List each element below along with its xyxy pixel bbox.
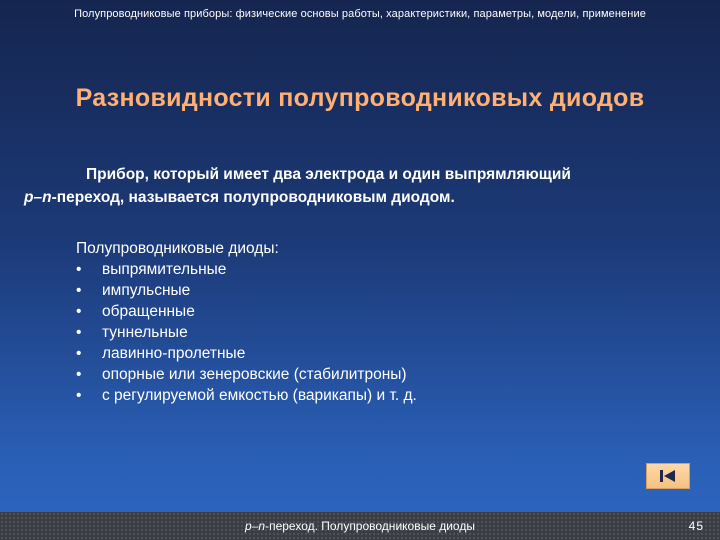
diode-types-label: Полупроводниковые диоды: — [76, 240, 279, 257]
list-item-text: обращенные — [102, 303, 195, 320]
diode-types-list — [76, 259, 676, 406]
list-item — [76, 322, 676, 343]
list-item — [76, 259, 676, 280]
definition-line-2-text: -переход, называется полупроводниковым диодом. — [51, 189, 455, 206]
list-item — [76, 385, 676, 406]
list-item-text: лавинно-пролетные — [102, 345, 246, 362]
page-number: 45 — [688, 519, 704, 533]
bullet: • — [76, 282, 82, 299]
footer-caption — [0, 519, 720, 533]
footer-pn-term: p–n — [245, 519, 266, 533]
list-item-text: выпрямительные — [102, 261, 227, 278]
definition-line-2 — [24, 186, 704, 209]
list-item-text: туннельные — [102, 324, 188, 341]
pn-junction-term: p–n — [24, 189, 52, 206]
bullet: • — [76, 366, 82, 383]
footer-caption-text: -переход. Полупроводниковые диоды — [265, 519, 475, 533]
list-item-text: опорные или зенеровские (стабилитроны) — [102, 366, 407, 383]
definition-line-1-text: Прибор, который имеет два электрода и один выпрямляющий — [86, 166, 571, 183]
diode-types — [76, 238, 676, 406]
definition-text — [24, 163, 704, 209]
bullet: • — [76, 303, 82, 320]
list-item-text: с регулируемой емкостью (варикапы) и т. д. — [102, 387, 417, 404]
skip-to-start-icon — [659, 469, 677, 483]
slide-title: Разновидности полупроводниковых диодов — [75, 84, 645, 112]
slide-footer — [0, 512, 720, 540]
list-item — [76, 364, 676, 385]
bullet: • — [76, 261, 82, 278]
bullet: • — [76, 345, 82, 362]
bullet: • — [76, 324, 82, 341]
definition-line-1 — [24, 163, 704, 186]
slide-header: Полупроводниковые приборы: физические основы работы, характеристики, параметры, модели, применение — [74, 8, 646, 20]
list-item — [76, 343, 676, 364]
list-item — [76, 280, 676, 301]
back-to-start-button[interactable] — [646, 463, 690, 489]
bullet: • — [76, 387, 82, 404]
list-item-text: импульсные — [102, 282, 191, 299]
list-item — [76, 301, 676, 322]
